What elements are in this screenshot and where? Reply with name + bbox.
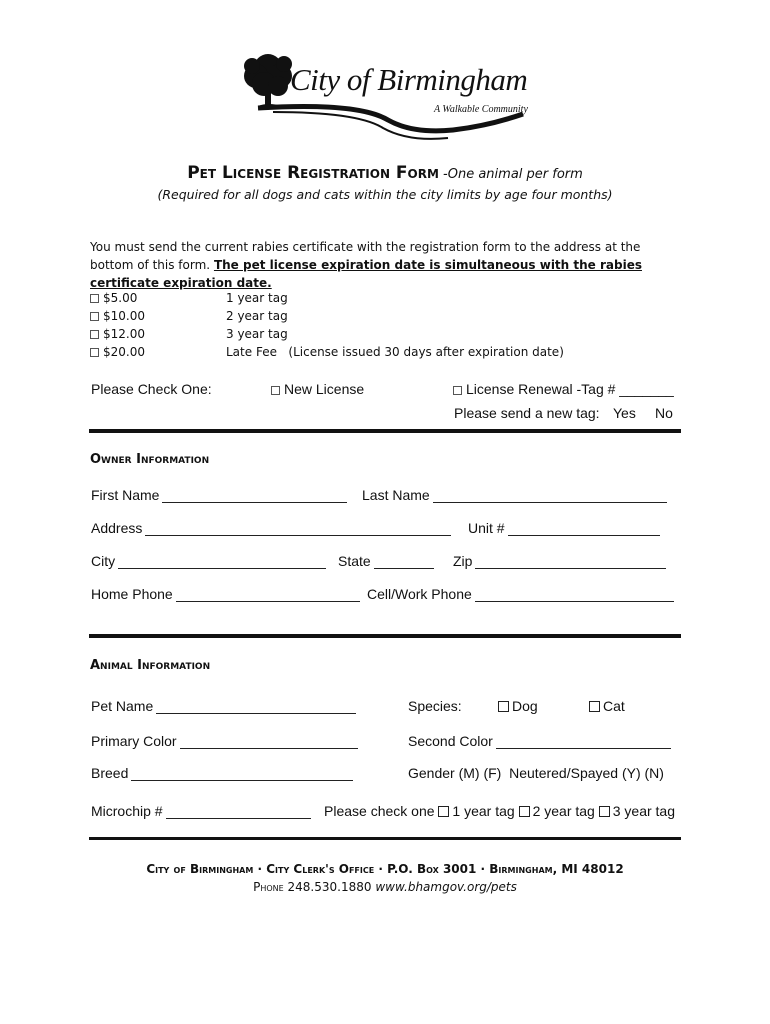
unit-field[interactable] (468, 520, 660, 536)
intro-text: You must send the current rabies certificate with the registration form to the address at the bottom of this form. (90, 240, 641, 272)
zip-label: Zip (453, 553, 473, 569)
species-cat-option[interactable] (589, 698, 625, 714)
fee-label: Late Fee (License issued 30 days after expiration date) (226, 345, 564, 359)
fee-option-10[interactable] (90, 309, 145, 323)
dog-label: Dog (512, 698, 538, 714)
zip-field[interactable] (453, 553, 666, 569)
cat-label: Cat (603, 698, 625, 714)
first-name-field[interactable] (91, 487, 347, 503)
footer-address: City of Birmingham · City Clerk's Office · P.O. Box 3001 · Birmingham, MI 48012 (146, 862, 624, 876)
form-title-row (0, 163, 770, 183)
footer-website[interactable]: www.bhamgov.org/pets (375, 880, 517, 894)
microchip-label: Microchip # (91, 803, 163, 819)
new-tag-prompt: Please send a new tag: (454, 405, 600, 421)
checkbox-icon (589, 701, 600, 712)
cell-phone-label: Cell/Work Phone (367, 586, 472, 602)
fee-option-20[interactable] (90, 345, 145, 359)
home-phone-field[interactable] (91, 586, 360, 602)
fee-price: $5.00 (103, 291, 138, 305)
tag-1-option[interactable] (438, 803, 514, 819)
primary-color-field[interactable] (91, 733, 358, 749)
divider (89, 634, 681, 638)
form-title-suffix: -One animal per form (438, 167, 583, 182)
tag-3-option[interactable] (599, 803, 675, 819)
checkbox-icon (453, 386, 462, 395)
last-name-label: Last Name (362, 487, 430, 503)
checkbox-icon (90, 330, 99, 339)
logo-name: City of Birmingham (290, 62, 528, 97)
renewal-label: License Renewal -Tag # _______ (466, 381, 674, 397)
footer-contact (0, 880, 770, 894)
form-title: Pet License Registration Form (187, 163, 439, 183)
check-one-label: Please check one (324, 803, 435, 819)
fee-price: $20.00 (103, 345, 145, 359)
second-color-label: Second Color (408, 733, 493, 749)
gender-field[interactable]: Gender (M) (F) Neutered/Spayed (Y) (N) (408, 765, 664, 781)
divider (89, 837, 681, 840)
checkbox-icon (498, 701, 509, 712)
tag-choice-row (324, 803, 675, 819)
cell-phone-field[interactable] (367, 586, 674, 602)
breed-label: Breed (91, 765, 129, 781)
checkbox-icon (90, 312, 99, 321)
pet-name-field[interactable] (91, 698, 356, 714)
state-label: State (338, 553, 371, 569)
checkbox-icon (90, 348, 99, 357)
fee-label: 1 year tag (226, 291, 288, 305)
owner-heading: Owner Information (90, 452, 210, 467)
first-name-label: First Name (91, 487, 160, 503)
footer-phone: 248.530.1880 (287, 880, 372, 894)
tag-2-label: 2 year tag (532, 803, 595, 819)
fee-label: 3 year tag (226, 327, 288, 341)
fee-option-5[interactable] (90, 291, 137, 305)
city-field[interactable] (91, 553, 326, 569)
logo-tagline: A Walkable Community (434, 104, 528, 115)
city-label: City (91, 553, 116, 569)
form-subtitle: (Required for all dogs and cats within the city limits by age four months) (157, 187, 613, 202)
address-field[interactable] (91, 520, 451, 536)
checkbox-icon (90, 294, 99, 303)
tag-1-label: 1 year tag (452, 803, 515, 819)
pet-name-label: Pet Name (91, 698, 154, 714)
renewal-option[interactable] (453, 381, 674, 397)
address-label: Address (91, 520, 143, 536)
new-license-label: New License (284, 381, 365, 397)
footer-phone-label: Phone (253, 880, 284, 894)
second-color-field[interactable] (408, 733, 671, 749)
new-license-option[interactable] (271, 381, 364, 397)
checkbox-icon (599, 806, 610, 817)
breed-field[interactable] (91, 765, 353, 781)
check-one-prompt: Please Check One: (91, 381, 212, 397)
intro-emphasis: The pet license expiration date is simultaneous with the rabies certificate expiration date. (90, 258, 642, 290)
city-logo (238, 46, 538, 146)
new-tag-yes[interactable]: Yes (613, 405, 636, 421)
unit-label: Unit # (468, 520, 505, 536)
fee-price: $10.00 (103, 309, 145, 323)
new-tag-no[interactable]: No (655, 405, 673, 421)
home-phone-label: Home Phone (91, 586, 173, 602)
last-name-field[interactable] (362, 487, 667, 503)
tag-3-label: 3 year tag (612, 803, 675, 819)
checkbox-icon (271, 386, 280, 395)
microchip-field[interactable] (91, 803, 311, 819)
animal-heading: Animal Information (90, 658, 211, 673)
primary-color-label: Primary Color (91, 733, 177, 749)
species-label: Species: (408, 698, 462, 714)
divider (89, 429, 681, 433)
fee-price: $12.00 (103, 327, 145, 341)
fee-option-12[interactable] (90, 327, 145, 341)
state-field[interactable] (338, 553, 434, 569)
intro-paragraph (90, 238, 686, 292)
checkbox-icon (438, 806, 449, 817)
fee-label: 2 year tag (226, 309, 288, 323)
checkbox-icon (519, 806, 530, 817)
tag-2-option[interactable] (519, 803, 595, 819)
species-dog-option[interactable] (498, 698, 538, 714)
